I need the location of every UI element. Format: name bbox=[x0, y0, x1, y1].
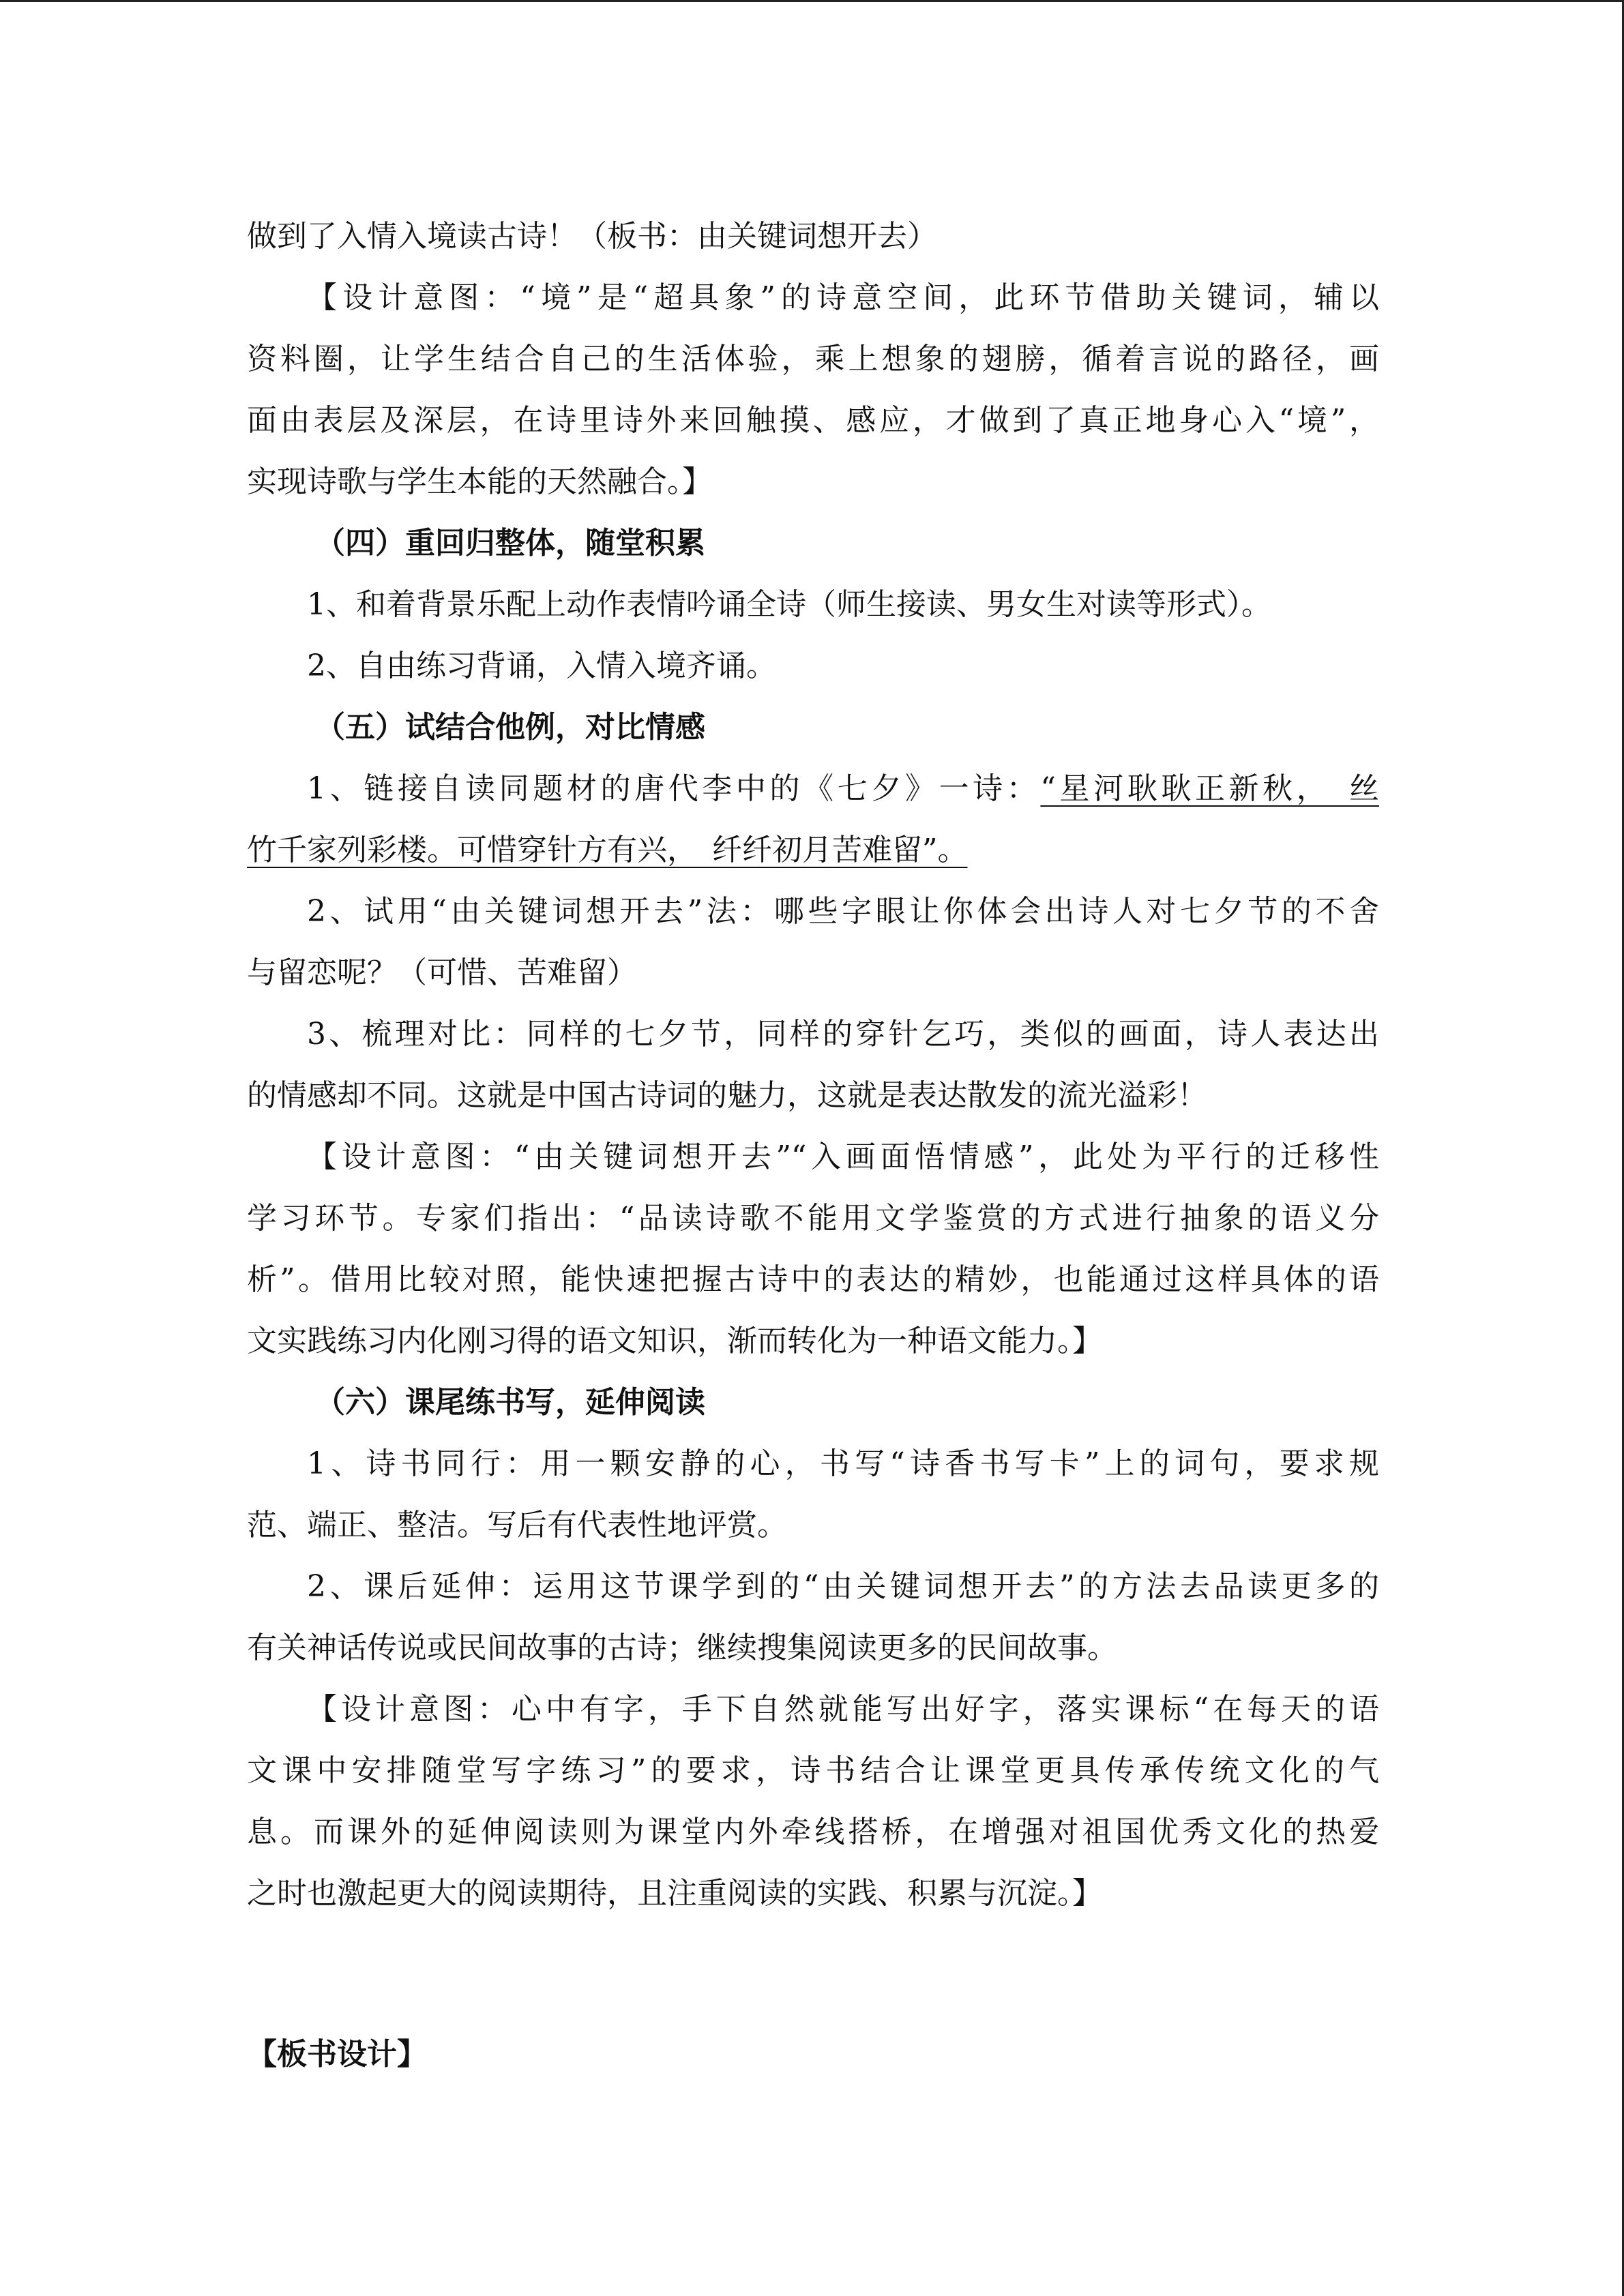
paragraph-line bbox=[247, 758, 1379, 820]
paragraph-line: 1、和着背景乐配上动作表情吟诵全诗（师生接读、男女生对读等形式）。 bbox=[307, 587, 1271, 622]
poem-quote-part2: 竹千家列彩楼。可惜穿针方有兴， 纤纤初月苦难留”。 bbox=[247, 833, 968, 867]
board-design-heading: 【板书设计】 bbox=[247, 2037, 427, 2072]
paragraph-line: 2、自由练习背诵，入情入境齐诵。 bbox=[307, 648, 776, 683]
paragraph-line: 与留恋呢？（可惜、苦难留） bbox=[247, 955, 637, 990]
design-intent-line: 【设计意图：“由关键词想开去”“入画面悟情感”，此处为平行的迁移性 bbox=[307, 1139, 1379, 1174]
paragraph-line: 的情感却不同。这就是中国古诗词的魅力，这就是表达散发的流光溢彩！ bbox=[247, 1078, 1207, 1113]
paragraph-line: 2、课后延伸：运用这节课学到的“由关键词想开去”的方法去品读更多的 bbox=[307, 1569, 1379, 1604]
paragraph-line: 做到了入情入境读古诗！（板书：由关键词想开去） bbox=[247, 219, 937, 254]
paragraph-line: 范、端正、整洁。写后有代表性地评赏。 bbox=[247, 1508, 787, 1542]
section-heading-5: （五）试结合他例，对比情感 bbox=[315, 710, 705, 745]
paragraph-line bbox=[247, 820, 1379, 881]
design-intent-line: 之时也激起更大的阅读期待，且注重阅读的实践、积累与沉淀。】 bbox=[247, 1876, 1102, 1911]
paragraph-line: 有关神话传说或民间故事的古诗；继续搜集阅读更多的民间故事。 bbox=[247, 1630, 1117, 1665]
poem-quote-part1: “星河耿耿正新秋， 丝 bbox=[1040, 771, 1379, 806]
paragraph-line: 1、诗书同行：用一颗安静的心，书写“诗香书写卡”上的词句，要求规 bbox=[307, 1446, 1379, 1481]
design-intent-line: 资料圈，让学生结合自己的生活体验，乘上想象的翅膀，循着言说的路径，画 bbox=[247, 342, 1379, 376]
design-intent-line: 息。而课外的延伸阅读则为课堂内外牵线搭桥，在增强对祖国优秀文化的热爱 bbox=[247, 1815, 1379, 1849]
section-heading-6: （六）课尾练书写，延伸阅读 bbox=[315, 1385, 705, 1420]
paragraph-line: 2、试用“由关键词想开去”法：哪些字眼让你体会出诗人对七夕节的不舍 bbox=[307, 894, 1379, 929]
paragraph-line: 3、梳理对比：同样的七夕节，同样的穿针乞巧，类似的画面，诗人表达出 bbox=[307, 1017, 1379, 1052]
design-intent-line: 文课中安排随堂写字练习”的要求，诗书结合让课堂更具传承传统文化的气 bbox=[247, 1753, 1379, 1788]
design-intent-line: 面由表层及深层，在诗里诗外来回触摸、感应，才做到了真正地身心入“境”， bbox=[247, 403, 1379, 438]
page-border-top bbox=[0, 0, 1624, 2]
design-intent-line: 文实践练习内化刚习得的语文知识，渐而转化为一种语文能力。】 bbox=[247, 1324, 1102, 1358]
design-intent-line: 析”。借用比较对照，能快速把握古诗中的表达的精妙，也能通过这样具体的语 bbox=[247, 1262, 1379, 1297]
poem-intro-text: 1、链接自读同题材的唐代李中的《七夕》一诗： bbox=[307, 771, 1041, 806]
design-intent-line: 【设计意图：心中有字，手下自然就能写出好字，落实课标“在每天的语 bbox=[307, 1692, 1379, 1727]
section-heading-4: （四）重回归整体，随堂积累 bbox=[315, 526, 705, 561]
design-intent-line: 学习环节。专家们指出：“品读诗歌不能用文学鉴赏的方式进行抽象的语义分 bbox=[247, 1201, 1379, 1236]
document-body bbox=[247, 206, 1379, 1924]
design-intent-line: 实现诗歌与学生本能的天然融合。】 bbox=[247, 464, 712, 499]
design-intent-line: 【设计意图：“境”是“超具象”的诗意空间，此环节借助关键词，辅以 bbox=[307, 280, 1379, 315]
